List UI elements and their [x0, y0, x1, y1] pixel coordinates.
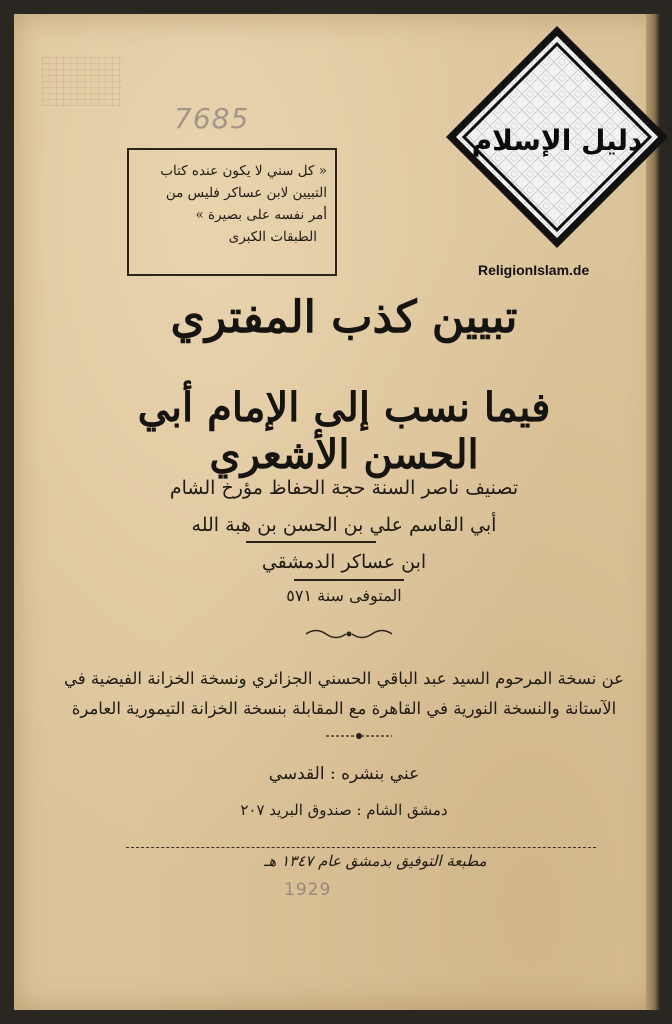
dashed-divider	[126, 847, 596, 848]
publisher: عني بنشره : القدسي	[268, 764, 420, 784]
author-name-2: ابن عساكر الدمشقي	[261, 551, 427, 573]
author-underline-2	[294, 579, 404, 581]
ornament-divider-top	[304, 627, 394, 641]
quote-line-2: التبيين لابن عساكر فليس من	[165, 185, 327, 201]
quote-line-3: أمر نفسه على بصيرة »	[195, 207, 327, 223]
quote-source: الطبقات الكبرى	[228, 229, 317, 245]
quote-line-1: « كل سني لا يكون عنده كتاب	[160, 163, 327, 179]
religion-islam-logo	[442, 22, 672, 252]
source-line-1: عن نسخة المرحوم السيد عبد الباقي الحسني الجزائري ونسخة الخزانة الفيضية في	[64, 669, 624, 688]
pencil-year: 1929	[284, 880, 332, 900]
quote-box	[127, 148, 337, 276]
death-year: المتوفى سنة ٥٧١	[286, 586, 402, 605]
book-title-line-1: تبيين كذب المفتري	[170, 292, 518, 343]
author-underline	[246, 541, 376, 543]
faded-library-stamp	[42, 56, 122, 106]
ornament-divider-bottom	[324, 730, 394, 742]
author-prefix: تصنيف ناصر السنة حجة الحفاظ مؤرخ الشام	[169, 477, 519, 499]
press-imprint: مطبعة التوفيق بدمشق عام ١٣٤٧ هـ	[264, 852, 487, 870]
logo-text: دليل الإسلام	[471, 124, 643, 157]
site-url: ReligionIslam.de	[478, 262, 590, 278]
publisher-address: دمشق الشام : صندوق البريد ٢٠٧	[240, 801, 448, 819]
catalog-number: 7685	[174, 102, 250, 135]
book-title-line-2: فيما نسب إلى الإمام أبي الحسن الأشعري	[137, 384, 551, 478]
source-line-2: الآستانة والنسخة النورية في القاهرة مع المقابلة بنسخة الخزانة التيمورية العامرة	[71, 699, 617, 718]
source-manuscripts	[54, 664, 634, 724]
author-name: أبي القاسم علي بن الحسن بن هبة الله	[191, 514, 497, 536]
